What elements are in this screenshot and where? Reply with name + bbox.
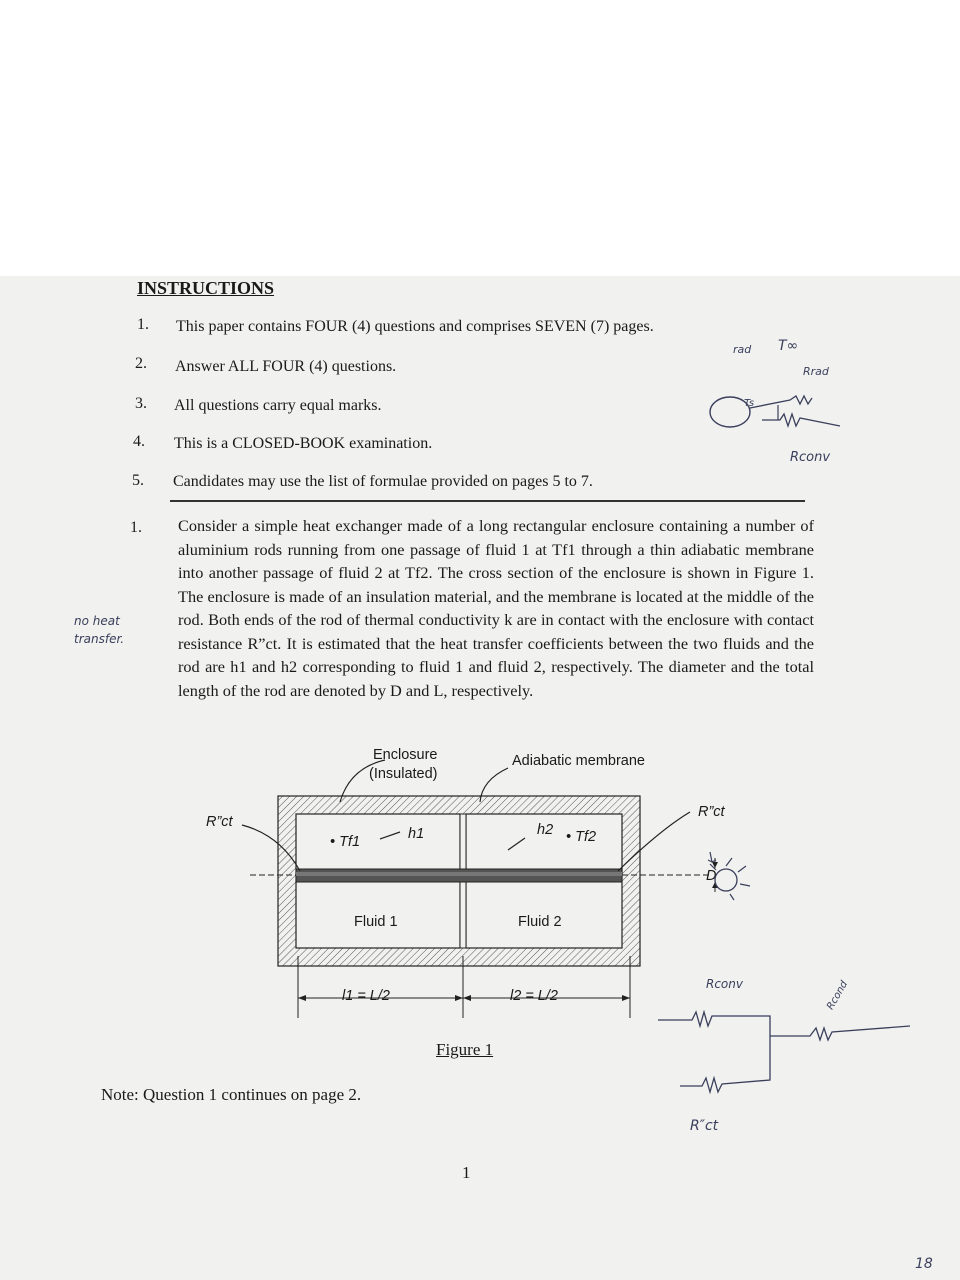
continuation-note: Note: Question 1 continues on page 2. — [101, 1085, 362, 1104]
contact-resistance-left: R”ct — [206, 814, 233, 830]
fluid1-label: Fluid 1 — [354, 914, 398, 930]
instruction-text: Answer ALL FOUR (4) questions. — [175, 358, 397, 375]
instructions-heading: INSTRUCTIONS — [137, 278, 275, 298]
sketch-label: Rcond — [825, 979, 851, 1012]
sketch-label: Rrad — [803, 365, 829, 378]
fluid2-label: Fluid 2 — [518, 914, 562, 930]
l1-dimension: l1 = L/2 — [342, 988, 390, 1004]
fluid2-temperature: • Tf2 — [566, 829, 597, 845]
instruction-text: This paper contains FOUR (4) questions and comprises SEVEN (7) pages. — [176, 318, 654, 335]
instruction-text: All questions carry equal marks. — [174, 397, 382, 414]
sketch-drawing — [640, 830, 920, 1120]
sketch-label: R″ct — [690, 1118, 719, 1134]
instruction-text: Candidates may use the list of formulae provided on pages 5 to 7. — [173, 473, 593, 490]
instruction-text: This is a CLOSED-BOOK examination. — [174, 435, 433, 452]
figure-caption: Figure 1 — [436, 1040, 494, 1059]
sketch-label: T∞ — [778, 338, 799, 354]
page-number: 1 — [462, 1163, 471, 1182]
instruction-number: 1. — [137, 316, 149, 333]
corner-mark: 18 — [915, 1256, 933, 1272]
contact-resistance-right: R”ct — [698, 804, 725, 820]
margin-note: transfer. — [74, 632, 125, 646]
instruction-number: 5. — [132, 472, 144, 489]
enclosure-label: Enclosure — [373, 747, 438, 763]
enclosure-sublabel: (Insulated) — [369, 766, 438, 782]
sketch-label: Rconv — [790, 450, 831, 465]
diameter-label: D — [706, 868, 717, 884]
question-number: 1. — [130, 519, 142, 536]
margin-note: no heat — [74, 614, 120, 628]
instruction-number: 3. — [135, 395, 147, 412]
fluid1-temperature: • Tf1 — [330, 834, 361, 850]
l2-dimension: l2 = L/2 — [510, 988, 558, 1004]
section-divider — [170, 500, 805, 502]
sketch-label: Rconv — [706, 977, 743, 991]
question-text: Consider a simple heat exchanger made of a long rectangular enclosure containing a number of aluminium rods running from one passage of fluid 1 at Tf1 through a thin adiabatic membrane into another passage of fluid 2 at Tf2. The cross section of the enclosure is shown in Figure 1. The enclosure is made of an insulation material, and the membrane is located at the middle of the rod. Both ends of the rod of thermal conductivity k are in contact with the enclosure with contact resistance R”ct. It is estimated that the heat transfer coefficients between the two fluids and the rod are h1 and h2 corresponding to fluid 1 and fluid 2, respectively. The diameter and the total length of the rod are denoted by D and L, respectively. — [178, 516, 814, 700]
instruction-number: 4. — [133, 433, 145, 450]
h2-label: h2 — [537, 822, 554, 838]
sketch-label: Ts — [744, 398, 755, 409]
membrane-label: Adiabatic membrane — [512, 753, 645, 769]
instruction-number: 2. — [135, 355, 147, 372]
h1-label: h1 — [408, 826, 425, 842]
sketch-label: rad — [733, 343, 752, 356]
sketch-drawing — [700, 370, 860, 450]
